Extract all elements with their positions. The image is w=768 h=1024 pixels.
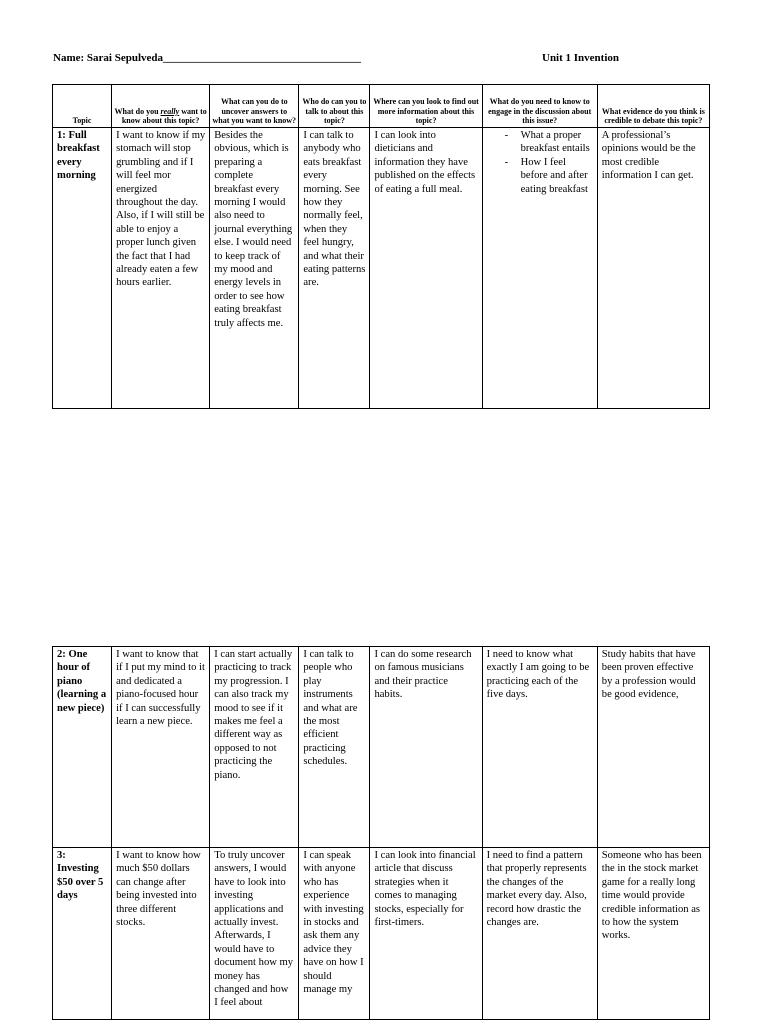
uncover-cell: To truly uncover answers, I would have to look into investing applications and actually invest. Afterwards, I would have to document how my money has changed and how I feel about <box>210 848 299 1020</box>
header-topic: Topic <box>53 85 112 128</box>
topic-cell: 2: One hour of piano (learning a new piece) <box>53 647 112 848</box>
who-cell: I can speak with anyone who has experience with investing in stocks and ask them any advice they have on how I should manage my <box>299 848 370 1020</box>
student-name-line: Name: Sarai Sepulveda____________________________________ <box>53 52 361 64</box>
header-where-to-look: Where can you look to find out more information about this topic? <box>370 85 482 128</box>
unit-title: Unit 1 Invention <box>542 52 620 64</box>
evidence-cell: Someone who has been the in the stock market game for a really long time would provide credible information as to how the system works. <box>597 848 709 1020</box>
header-who-to-talk-to: Who do can you to talk to about this topic? <box>299 85 370 128</box>
uncover-cell: Besides the obvious, which is preparing a complete breakfast every morning I would also need to journal everything else. I would need to keep track of my mood and energy levels in order to see how eating breakfast truly affects me. <box>210 128 299 409</box>
invention-table-part-2 <box>52 646 710 1020</box>
table-row <box>53 647 710 848</box>
list-item: - What a proper breakfast entails <box>487 129 593 156</box>
header-row <box>53 85 710 128</box>
header-uncover-answers: What can you do to uncover answers to what you want to know? <box>210 85 299 128</box>
list-item: - How I feel before and after eating breakfast <box>487 156 593 196</box>
header-q1-before: What do you <box>114 106 161 116</box>
need-list <box>487 129 593 196</box>
where-cell: I can look into financial article that discuss strategies when it comes to managing stocks, especially for first-timers. <box>370 848 482 1020</box>
header-q1-emphasis: really <box>160 106 180 116</box>
header-q1-after: want to know about this topic? <box>121 106 207 126</box>
who-cell: I can talk to people who play instruments and what are the most efficient practicing schedules. <box>299 647 370 848</box>
invention-table-part-1 <box>52 84 710 409</box>
header-credible-evidence: What evidence do you think is credible to debate this topic? <box>597 85 709 128</box>
table-row <box>53 128 710 409</box>
need-cell: I need to know what exactly I am going to be practicing each of the five days. <box>482 647 597 848</box>
who-cell: I can talk to anybody who eats breakfast every morning. See how they normally feel, when they feel hungry, and what their eating patterns are. <box>299 128 370 409</box>
header-want-to-know <box>112 85 210 128</box>
header-need-to-know: What do you need to know to engage in the discussion about this issue? <box>482 85 597 128</box>
evidence-cell: A professional’s opinions would be the most credible information I can get. <box>597 128 709 409</box>
need-cell: I need to find a pattern that properly represents the changes of the market every day. Also, record how drastic the changes are. <box>482 848 597 1020</box>
where-cell: I can do some research on famous musicians and their practice habits. <box>370 647 482 848</box>
want-cell: I want to know how much $50 dollars can change after being invested into three different stocks. <box>112 848 210 1020</box>
want-cell: I want to know that if I put my mind to it and dedicated a piano-focused hour if I can successfully learn a new piece. <box>112 647 210 848</box>
evidence-cell: Study habits that have been proven effective by a profession would be good evidence, <box>597 647 709 848</box>
topic-cell: 1: Full breakfast every morning <box>53 128 112 409</box>
uncover-cell: I can start actually practicing to track my progression. I can also track my mood to see if it makes me feel a different way as opposed to not practicing the piano. <box>210 647 299 848</box>
topic-cell: 3: Investing $50 over 5 days <box>53 848 112 1020</box>
need-cell <box>482 128 597 409</box>
want-cell: I want to know if my stomach will stop grumbling and if I will feel mor energized throughout the day. Also, if I will still be able to enjoy a proper lunch given the fact that I had already eaten a few hours earlier. <box>112 128 210 409</box>
where-cell: I can look into dieticians and information they have published on the effects of eating a full meal. <box>370 128 482 409</box>
table-row <box>53 848 710 1020</box>
